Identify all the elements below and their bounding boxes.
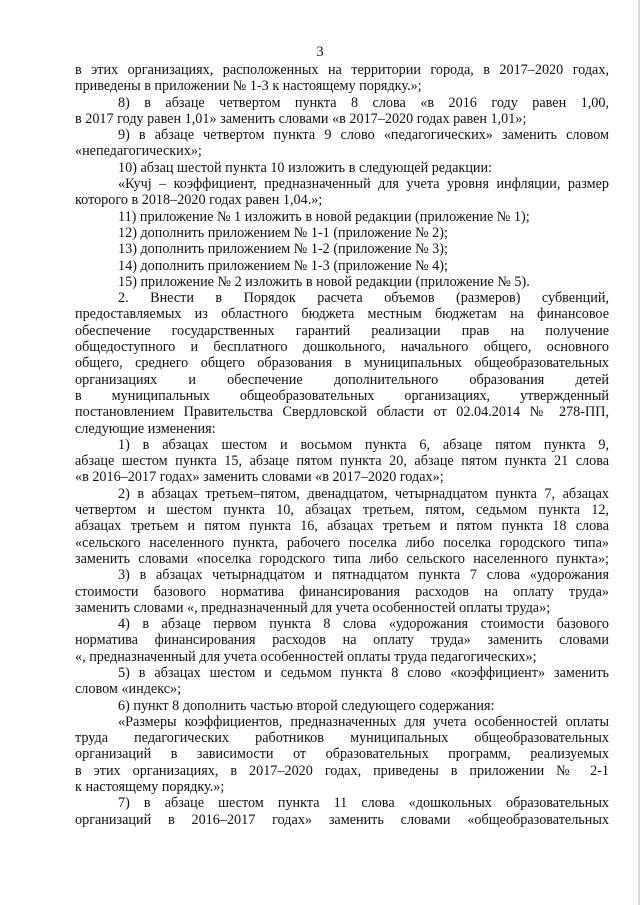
text-line: 8) в абзаце четвертом пункта 8 слова «в 2016 году равен 1,00, [118, 94, 609, 111]
text-line: заменить словами «, предназначенный для учета особенностей оплаты труда»; [75, 599, 551, 616]
text-line: общего, среднего общего образования в муниципальных общеобразовательных [75, 355, 609, 372]
text-line: 10) абзац шестой пункта 10 изложить в следующей редакции: [118, 159, 493, 176]
text-line: заменить словами «поселка городского типа либо сельского населенного пункта»; [75, 550, 609, 567]
text-line: в этих организациях, расположенных на территории города, в 2017–2020 годах, [75, 62, 609, 78]
text-line: «сельского населенного пункта, рабочего поселка либо поселка городского типа» [75, 534, 609, 551]
text-line: постановлением Правительства Свердловской области от 02.04.2014 № 278-ПП, [75, 404, 609, 421]
text-line: организаций в 2016–2017 годах» заменить словами «общеобразовательных [75, 811, 609, 828]
text-line: труда педагогических работников муниципальных общеобразовательных [75, 730, 609, 747]
text-line: 6) пункт 8 дополнить частью второй следующего содержания: [118, 697, 495, 714]
text-line: «в 2016–2017 годах» заменить словами «в 2017–2020 годах»; [75, 469, 444, 486]
text-line: общедоступного и бесплатного дошкольного, начального общего, основного [75, 339, 609, 356]
text-line: стоимости базового норматива финансирования расходов на оплату труда» [75, 583, 609, 600]
text-line: в этих организациях, в 2017–2020 годах, приведены в приложении № 2-1 [75, 762, 609, 779]
text-line: 3) в абзацах четырнадцатом и пятнадцатом пункта 7 слова «удорожания [118, 567, 609, 584]
text-line: к настоящему порядку.»; [75, 779, 225, 796]
text-line: 14) дополнить приложением № 1-3 (приложение № 4); [118, 257, 448, 274]
text-line: предоставляемых из областного бюджета местным бюджетам на финансовое [75, 306, 609, 323]
page-number: 3 [316, 44, 324, 60]
text-line: 12) дополнить приложением № 1-1 (приложение № 2); [118, 224, 448, 241]
text-line: организаций в зависимости от образовательных программ, реализуемых [75, 746, 609, 763]
text-line: в 2017 году равен 1,01» заменить словами «в 2017–2020 годах равен 1,01»; [75, 110, 527, 127]
text-line: 1) в абзацах шестом и восьмом пункта 6, абзаце пятом пункта 9, [118, 436, 609, 453]
text-line: «, предназначенный для учета особенностей оплаты труда педагогических»; [75, 648, 537, 665]
text-line: следующие изменения: [75, 420, 216, 437]
text-line: обеспечение государственных гарантий реализации прав на получение [75, 322, 609, 339]
document-body [75, 62, 609, 828]
text-line: 9) в абзаце четвертом пункта 9 слово «педагогических» заменить словом [118, 127, 609, 144]
text-line: норматива финансирования расходов на оплату труда» заменить словами [75, 632, 609, 649]
text-line: 7) в абзаце шестом пункта 11 слова «дошкольных образовательных [118, 795, 609, 812]
text-line: 13) дополнить приложением № 1-2 (приложение № 3); [118, 241, 448, 258]
text-line: «непедагогических»; [75, 143, 202, 160]
text-line: «Размеры коэффициентов, предназначенных для учета особенностей оплаты [118, 713, 609, 730]
text-line: абзаце шестом пункта 15, абзаце пятом пункта 20, абзаце пятом пункта 21 слова [75, 453, 609, 470]
text-line: 4) в абзаце первом пункта 8 слова «удорожания стоимости базового [118, 616, 609, 633]
text-line: словом «индекс»; [75, 681, 182, 698]
text-line: 2) в абзацах третьем–пятом, двенадцатом, четырнадцатом пункта 7, абзацах [118, 485, 609, 502]
text-line: четвертом и шестом пункта 10, абзацах третьем, пятом, седьмом пункта 12, [75, 502, 609, 519]
text-line: 11) приложение № 1 изложить в новой редакции (приложение № 1); [118, 208, 530, 225]
text-line: в муниципальных общеобразовательных организациях, утвержденный [75, 387, 609, 404]
text-line: которого в 2018–2020 годах равен 1,04.»; [75, 192, 323, 209]
text-line: 5) в абзацах шестом и седьмом пункта 8 слово «коэффициент» заменить [118, 664, 609, 681]
text-line: приведены в приложении № 1-3 к настоящему порядку.»; [75, 78, 422, 95]
text-line: 15) приложение № 2 изложить в новой редакции (приложение № 5). [118, 273, 530, 290]
text-line: абзацах третьем и пятом пункта 16, абзацах третьем и пятом пункта 18 слова [75, 518, 609, 535]
text-line: 2. Внести в Порядок расчета объемов (размеров) субвенций, [118, 290, 609, 307]
text-line: «Кучј – коэффициент, предназначенный для учета уровня инфляции, размер [118, 176, 609, 193]
text-line: организациях и обеспечение дополнительного образования детей [75, 371, 609, 388]
